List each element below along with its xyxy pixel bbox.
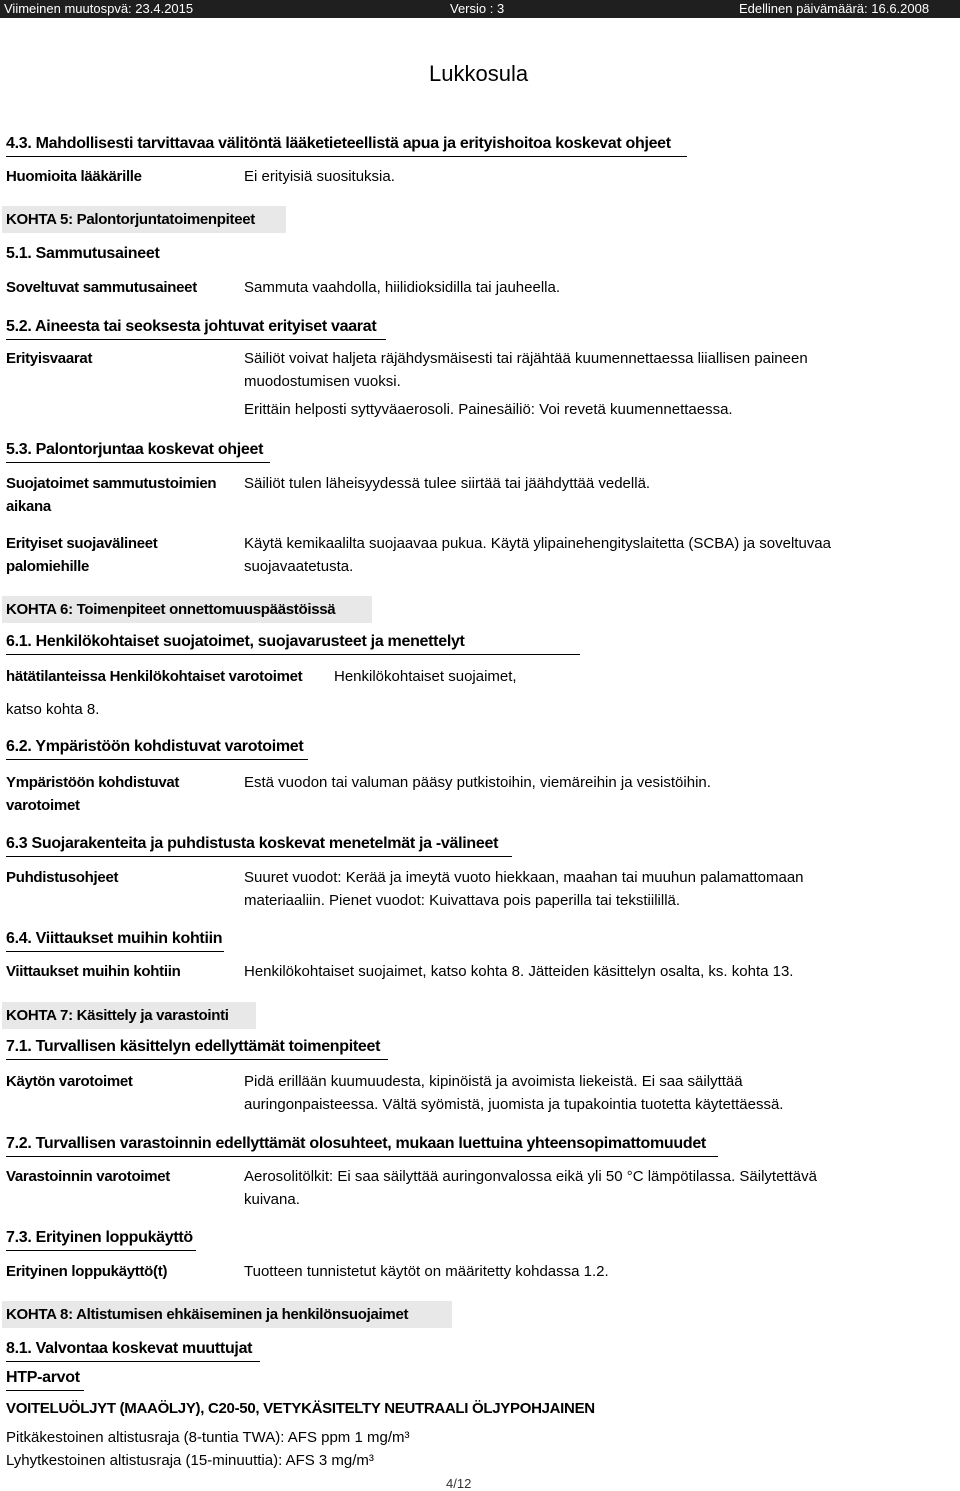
section-6-1-heading: 6.1. Henkilökohtaiset suojatoimet, suojavarusteet ja menettelyt [6,633,580,655]
cleanup-value-line2: materiaaliin. Pienet vuodot: Kuivattava pois paperilla tai tekstiilillä. [244,892,681,909]
environmental-precautions-label-line2: varotoimet [6,797,80,814]
note-to-physician-value: Ei erityisiä suosituksia. [244,168,395,185]
cleanup-label: Puhdistusohjeet [6,869,119,886]
document-title: Lukkosula [429,61,529,86]
cleanup-value-line1: Suuret vuodot: Kerää ja imeytä vuoto hiekkaan, maahan tai muuhun palamattomaan [244,869,804,886]
note-to-physician-label: Huomioita lääkärille [6,168,142,185]
document-header-bar [0,0,960,18]
special-hazards-value-line1: Säiliöt voivat haljeta räjähdysmäisesti tai räjähtää kuumennettaessa liiallisen paineen [244,350,808,367]
version: Versio : 3 [450,1,505,16]
firefighter-equipment-label-line1: Erityiset suojavälineet [6,535,158,552]
firefighting-measures-label-line2: aikana [6,498,51,515]
handling-precautions-value-line2: auringonpaisteessa. Vältä syömistä, juomista ja tupakointia tuotetta käytettäessä. [244,1096,784,1113]
special-hazards-value2: Erittäin helposti syttyväaerosoli. Painesäiliö: Voi revetä kuumennettaessa. [244,401,733,418]
short-term-limit: Lyhytkestoinen altistusraja (15-minuuttia): AFS 3 mg/m³ [6,1452,374,1469]
end-use-value: Tuotteen tunnistetut käytöt on määritetty kohdassa 1.2. [244,1263,609,1280]
section-8-title: KOHTA 8: Altistumisen ehkäiseminen ja henkilönsuojaimet [2,1301,452,1328]
section-8-1-heading: 8.1. Valvontaa koskevat muuttujat [6,1340,260,1362]
references-value: Henkilökohtaiset suojaimet, katso kohta 8. Jätteiden käsittelyn osalta, ks. kohta 13. [244,963,794,980]
substance-name: VOITELUÖLJYT (MAAÖLJY), C20-50, VETYKÄSITELTY NEUTRAALI ÖLJYPOHJAINEN [6,1400,595,1417]
handling-precautions-value-line1: Pidä erillään kuumuudesta, kipinöistä ja avoimista liekeistä. Ei saa säilyttää [244,1073,743,1090]
environmental-precautions-value: Estä vuodon tai valuman pääsy putkistoihin, viemäreihin ja vesistöihin. [244,774,711,791]
firefighter-equipment-value-line2: suojavaatetusta. [244,558,354,575]
extinguishing-media-label: Soveltuvat sammutusaineet [6,279,197,296]
section-5-title: KOHTA 5: Palontorjuntatoimenpiteet [2,206,286,233]
firefighter-equipment-value-line1: Käytä kemikaalilta suojaavaa pukua. Käytä ylipainehengityslaitetta (SCBA) ja soveltuvaa [244,535,831,552]
section-5-1-heading: 5.1. Sammutusaineet [6,245,160,262]
section-6-title: KOHTA 6: Toimenpiteet onnettomuuspäästöissä [2,596,372,623]
section-5-3-heading: 5.3. Palontorjuntaa koskevat ohjeet [6,441,270,463]
personal-precautions-value-line2: katso kohta 8. [6,701,100,718]
end-use-label: Erityinen loppukäyttö(t) [6,1263,168,1280]
firefighting-measures-value: Säiliöt tulen läheisyydessä tulee siirtää tai jäähdyttää vedellä. [244,475,651,492]
extinguishing-media-value: Sammuta vaahdolla, hiilidioksidilla tai jauheella. [244,279,561,296]
page-number: 4/12 [446,1476,472,1491]
section-7-3-heading: 7.3. Erityinen loppukäyttö [6,1229,196,1251]
storage-precautions-value-line2: kuivana. [244,1191,300,1208]
firefighting-measures-label-line1: Suojatoimet sammutustoimien [6,475,217,492]
section-7-2-heading: 7.2. Turvallisen varastoinnin edellyttämät olosuhteet, mukaan luettuina yhteensopimattomuudet [6,1135,718,1157]
personal-precautions-label: hätätilanteissa Henkilökohtaiset varotoimet [6,668,303,685]
long-term-limit: Pitkäkestoinen altistusraja (8-tuntia TWA): AFS ppm 1 mg/m³ [6,1429,410,1446]
htp-values-heading: HTP-arvot [6,1369,84,1391]
special-hazards-value-line2: muodostumisen vuoksi. [244,373,401,390]
section-6-4-heading: 6.4. Viittaukset muihin kohtiin [6,930,224,952]
section-4-3-heading: 4.3. Mahdollisesti tarvittavaa välitöntä lääketieteellistä apua ja erityishoitoa koskevat ohjeet [6,135,687,157]
special-hazards-label: Erityisvaarat [6,350,93,367]
section-5-2-heading: 5.2. Aineesta tai seoksesta johtuvat erityiset vaarat [6,318,386,340]
references-label: Viittaukset muihin kohtiin [6,963,181,980]
section-7-1-heading: 7.1. Turvallisen käsittelyn edellyttämät toimenpiteet [6,1038,388,1060]
environmental-precautions-label-line1: Ympäristöön kohdistuvat [6,774,180,791]
storage-precautions-value-line1: Aerosolitölkit: Ei saa säilyttää auringonvalossa eikä yli 50 °C lämpötilassa. Säilytettävä [244,1168,817,1185]
section-6-2-heading: 6.2. Ympäristöön kohdistuvat varotoimet [6,738,308,760]
handling-precautions-label: Käytön varotoimet [6,1073,133,1090]
personal-precautions-value: Henkilökohtaiset suojaimet, [334,668,517,685]
section-6-3-heading: 6.3 Suojarakenteita ja puhdistusta koskevat menetelmät ja -välineet [6,835,512,857]
firefighter-equipment-label-line2: palomiehille [6,558,90,575]
storage-precautions-label: Varastoinnin varotoimet [6,1168,170,1185]
section-7-title: KOHTA 7: Käsittely ja varastointi [2,1002,256,1029]
previous-date: Edellinen päivämäärä: 16.6.2008 [739,1,930,16]
modified-date: Viimeinen muutospvä: 23.4.2015 [4,1,194,16]
